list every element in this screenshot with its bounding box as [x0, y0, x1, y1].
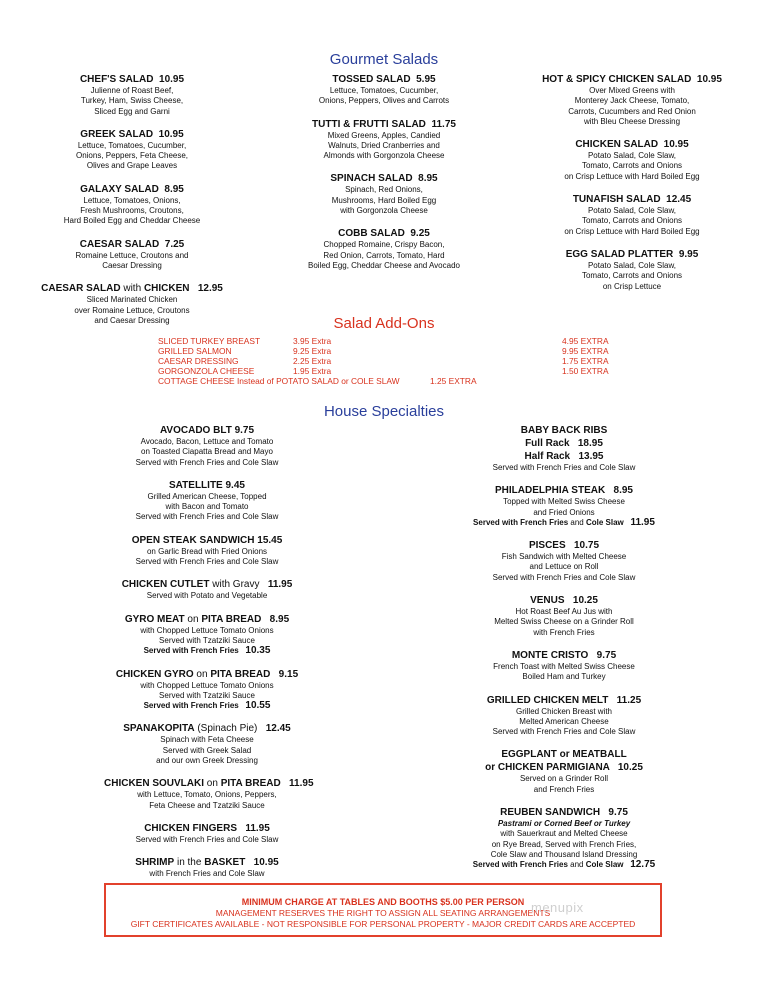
menu-item-cobb-salad	[286, 227, 482, 271]
served-label: Served with French Fries	[143, 646, 239, 656]
item-desc: Boiled Ham and Turkey	[522, 672, 606, 682]
item-desc: Grilled Chicken Breast with	[515, 706, 613, 716]
item-desc: Avocado, Bacon, Lettuce and Tomato	[140, 437, 274, 446]
item-desc: Potato Salad, Cole Slaw,	[587, 206, 677, 216]
item-served	[462, 518, 666, 528]
item-desc: with Lettuce, Tomato, Onions, Peppers,	[137, 790, 277, 800]
item-name: TUTTI & FRUTTI SALAD	[312, 118, 426, 130]
item-desc: Served with Tzatziki Sauce	[159, 690, 255, 700]
item-name-end: CHICKEN	[143, 283, 190, 295]
item-desc: with Bleu Cheese Dressing	[583, 116, 681, 126]
addon-name: GORGONZOLA CHEESE	[158, 366, 255, 376]
item-name-mid: with Gravy	[209, 579, 260, 591]
item-name-mid: on	[193, 668, 211, 680]
item-desc: Mushrooms, Hard Boiled Egg	[331, 195, 437, 205]
addon-price: 1.25 EXTRA	[430, 376, 477, 386]
item-title: REUBEN SANDWICH 9.75	[500, 807, 628, 819]
item-desc: Turkey, Ham, Swiss Cheese,	[80, 96, 184, 106]
item-name: TUNAFISH SALAD	[572, 194, 661, 206]
menu-item-baby-back-ribs	[462, 424, 666, 473]
menu-item-tutti-frutti-salad	[286, 118, 482, 162]
item-desc: Sliced Marinated Chicken	[86, 295, 178, 305]
item-desc: Tomato, Carrots and Onions	[581, 271, 683, 281]
item-price: 8.95	[418, 173, 438, 185]
addon-row	[158, 356, 239, 366]
item-desc: Served with French Fries and Cole Slaw	[492, 463, 636, 472]
item-name-mid: on	[204, 778, 221, 790]
item-desc: and our own Greek Dressing	[156, 756, 258, 766]
item-desc: Julienne of Roast Beef,	[90, 86, 174, 95]
menu-item-gyro-meat	[104, 613, 310, 657]
item-desc: Served with French Fries and Cole Slaw	[492, 572, 636, 582]
item-desc: Onions, Peppers, Olives and Carrots	[318, 96, 450, 106]
item-price: 5.95	[416, 74, 436, 85]
item-desc: Lettuce, Tomatoes, Cucumber,	[77, 140, 187, 150]
item-desc: and French Fries	[533, 784, 595, 794]
item-desc: Olives and Grape Leaves	[86, 161, 178, 171]
addon-price: 1.75 EXTRA	[562, 356, 609, 366]
item-desc: Lettuce, Tomatoes, Cucumber,	[329, 86, 439, 95]
item-price: 10.95	[696, 74, 722, 85]
item-desc: and Caesar Dressing	[94, 315, 170, 325]
item-title: PISCES 10.75	[528, 540, 600, 552]
item-price: 12.95	[197, 283, 223, 295]
menu-item-chicken-gyro	[104, 668, 310, 712]
item-desc: Served with French Fries and Cole Slaw	[135, 512, 279, 522]
item-desc: with Gorgonzola Cheese	[340, 206, 428, 216]
item-desc: Over Mixed Greens with	[589, 86, 675, 95]
item-desc: Potato Salad, Cole Slaw,	[587, 260, 677, 270]
item-price: 11.75	[431, 118, 456, 130]
item-served	[104, 646, 310, 656]
item-desc: Melted Swiss Cheese on a Grinder Roll	[494, 617, 634, 627]
item-desc: Carrots, Cucumbers and Red Onion	[568, 106, 696, 116]
item-name: GYRO MEAT	[124, 613, 185, 625]
salads-column-2	[286, 73, 482, 271]
item-desc: Sliced Egg and Garni	[94, 106, 170, 116]
item-name-mid: on	[184, 613, 202, 625]
item-name: HOT & SPICY CHICKEN SALAD	[542, 74, 692, 85]
menu-item-shrimp-basket	[104, 856, 310, 879]
addon-name: SLICED TURKEY BREAST	[158, 336, 261, 346]
item-served	[104, 701, 310, 711]
addon-price: 9.95 EXTRA	[562, 346, 609, 356]
item-desc: on Crisp Lettuce with Hard Boiled Egg	[564, 226, 700, 236]
addon-row	[158, 346, 232, 356]
served-label-end: Cole Slaw	[585, 517, 624, 527]
salads-column-1	[40, 73, 224, 326]
item-desc: on Crisp Lettuce with Hard Boiled Egg	[564, 171, 700, 181]
item-desc: Boiled Egg, Cheddar Cheese and Avocado	[308, 260, 460, 270]
menu-item-chicken-souvlaki	[104, 777, 314, 811]
item-desc: on Rye Bread, Served with French Fries,	[491, 839, 637, 849]
item-name-end: PITA BREAD 11.95	[220, 778, 314, 790]
item-desc: Fish Sandwich with Melted Cheese	[501, 552, 627, 562]
item-desc: with Chopped Lettuce Tomato Onions	[140, 625, 274, 635]
menu-item-chefs-salad	[40, 73, 224, 117]
addon-price: 9.25 Extra	[293, 346, 332, 356]
notice-minimum-charge: MINIMUM CHARGE AT TABLES AND BOOTHS $5.00 PER PERSON	[241, 897, 525, 907]
item-price: 9.95	[678, 248, 699, 260]
salads-column-3	[534, 73, 730, 292]
addon-price: 2.25 Extra	[293, 356, 332, 366]
addon-price: 3.95 Extra	[293, 336, 332, 346]
item-title: GRILLED CHICKEN MELT 11.25	[486, 694, 642, 706]
addon-cottage-cheese: COTTAGE CHEESE Instead of POTATO SALAD or COLE SLAW	[158, 376, 400, 386]
menu-item-monte-cristo	[462, 649, 666, 683]
menu-item-caesar-salad	[40, 238, 224, 272]
addon-name: GRILLED SALMON	[158, 346, 232, 356]
item-desc: on Crisp Lettuce	[602, 281, 662, 291]
item-desc: Served on a Grinder Roll	[519, 774, 609, 784]
served-price: 12.75	[630, 859, 656, 871]
item-desc: Served with Greek Salad	[162, 745, 252, 755]
addon-price: 1.50 EXTRA	[562, 366, 609, 376]
menu-item-avocado-blt	[104, 424, 310, 468]
item-price: 11.95	[259, 579, 293, 591]
item-desc: Grilled American Cheese, Topped	[147, 491, 267, 501]
item-title: Half Rack 13.95	[524, 451, 604, 462]
notice-seating: MANAGEMENT RESERVES THE RIGHT TO ASSIGN ALL SEATING ARRANGEMENTS	[215, 908, 551, 918]
menu-item-venus	[462, 594, 666, 638]
item-name: GREEK SALAD	[80, 128, 154, 140]
item-desc: with Chopped Lettuce Tomato Onions	[140, 680, 274, 690]
item-desc: Chopped Romaine, Crispy Bacon,	[323, 240, 445, 250]
item-desc: Fresh Mushrooms, Croutons,	[80, 206, 184, 216]
item-desc: Served with French Fries and Cole Slaw	[135, 457, 279, 467]
menu-item-chicken-fingers	[104, 822, 310, 845]
specialties-left-column	[104, 424, 314, 880]
item-desc: Monterey Jack Cheese, Tomato,	[574, 96, 690, 106]
item-desc: Tomato, Carrots and Onions	[581, 161, 683, 171]
item-name-connector: with	[123, 283, 142, 295]
item-price: 7.25	[164, 238, 185, 250]
menu-item-philadelphia-steak	[462, 484, 666, 528]
served-label: Served with French Fries	[143, 701, 239, 711]
item-title: BABY BACK RIBS	[520, 425, 608, 436]
menu-item-hot-spicy-chicken-salad	[534, 73, 730, 127]
menu-item-open-steak-sandwich	[104, 534, 310, 568]
item-title: PHILADELPHIA STEAK 8.95	[495, 485, 633, 497]
item-title: SATELLITE 9.45	[169, 479, 245, 491]
menu-item-tossed-salad	[286, 73, 482, 107]
menu-item-chicken-cutlet	[104, 578, 310, 601]
item-desc: Caesar Dressing	[102, 260, 162, 270]
item-title: or CHICKEN PARMIGIANA 10.25	[485, 762, 643, 774]
item-desc: Cole Slaw and Thousand Island Dressing	[490, 849, 638, 859]
item-price: 8.95	[164, 183, 184, 195]
item-price: 10.95	[663, 139, 689, 151]
served-price: 11.95	[630, 516, 655, 528]
item-desc: over Romaine Lettuce, Croutons	[74, 305, 190, 315]
served-label: Served with French Fries	[472, 860, 568, 870]
menu-item-parmigiana	[462, 748, 666, 795]
notice-gift-certificates: GIFT CERTIFICATES AVAILABLE - NOT RESPONSIBLE FOR PERSONAL PROPERTY - MAJOR CREDIT CARDS ARE ACCEPTED	[130, 919, 636, 929]
item-desc: Served with French Fries and Cole Slaw	[492, 727, 636, 737]
item-desc: Romaine Lettuce, Croutons and	[75, 250, 189, 260]
item-desc: with Sauerkraut and Melted Cheese	[500, 829, 628, 839]
item-desc: Red Onion, Carrots, Tomato, Hard	[323, 250, 445, 260]
item-desc: Lettuce, Tomatoes, Onions,	[83, 195, 181, 205]
item-name: SPANAKOPITA	[123, 723, 195, 735]
item-desc-italic: Pastrami or Corned Beef or Turkey	[497, 819, 631, 829]
item-name-mid: (Spinach Pie)	[194, 723, 258, 735]
item-title: EGGPLANT or MEATBALL	[501, 749, 627, 761]
item-name: CHEF'S SALAD	[79, 74, 154, 85]
item-desc: Served with Potato and Vegetable	[146, 591, 268, 601]
item-desc: Hard Boiled Egg and Cheddar Cheese	[63, 216, 201, 226]
item-name: CAESAR SALAD	[41, 283, 121, 295]
menu-item-pisces	[462, 539, 666, 583]
menu-item-reuben-sandwich	[462, 806, 666, 870]
watermark-logo: menupix	[531, 900, 584, 915]
addon-row	[158, 336, 260, 346]
menu-item-chicken-salad	[534, 138, 730, 182]
served-connector: and	[568, 517, 586, 527]
item-name-end: PITA BREAD 9.15	[210, 668, 299, 680]
item-title: AVOCADO BLT 9.75	[159, 425, 255, 436]
menu-item-spanakopita	[104, 722, 310, 766]
item-desc: Hot Roast Beef Au Jus with	[515, 607, 613, 617]
addons-heading: Salad Add-Ons	[333, 315, 435, 332]
specialties-right-column	[462, 424, 666, 871]
item-name: CAESAR SALAD	[79, 238, 160, 250]
item-name-end: BASKET 10.95	[204, 857, 279, 869]
item-desc: with French Fries and Cole Slaw	[149, 869, 265, 879]
menu-item-egg-salad-platter	[534, 248, 730, 292]
item-title: CHICKEN FINGERS 11.95	[144, 822, 270, 834]
item-name: TOSSED SALAD	[332, 74, 411, 85]
menu-item-galaxy-salad	[40, 183, 224, 227]
item-name-end: PITA BREAD 8.95	[201, 613, 290, 625]
item-name: GALAXY SALAD	[80, 183, 159, 195]
item-name: CHICKEN CUTLET	[121, 579, 210, 591]
item-name: SPINACH SALAD	[330, 173, 413, 185]
item-price: 10.95	[158, 128, 184, 140]
item-desc: Served with French Fries and Cole Slaw	[135, 557, 279, 567]
item-price: 10.95	[159, 74, 185, 85]
item-desc: Served with French Fries and Cole Slaw	[135, 834, 279, 844]
addon-price: 1.95 Extra	[293, 366, 332, 376]
item-name: SHRIMP	[135, 857, 175, 869]
item-title: Full Rack 18.95	[525, 438, 603, 449]
item-name: COBB SALAD	[338, 228, 405, 240]
item-desc: Topped with Melted Swiss Cheese	[503, 497, 625, 507]
served-price: 10.55	[245, 700, 271, 712]
item-desc: Onions, Peppers, Feta Cheese,	[75, 151, 189, 161]
item-desc: French Toast with Melted Swiss Cheese	[493, 661, 635, 671]
menu-item-satellite	[104, 479, 310, 523]
item-desc: Spinach, Red Onions,	[345, 185, 423, 195]
addon-row	[158, 366, 254, 376]
menu-item-grilled-chicken-melt	[462, 694, 666, 738]
menu-item-spinach-salad	[286, 172, 482, 216]
item-desc: Served with Tzatziki Sauce	[159, 635, 255, 645]
item-desc: Almonds with Gorgonzola Cheese	[323, 151, 445, 161]
item-desc: and Fried Onions	[533, 507, 595, 517]
menu-item-tunafish-salad	[534, 193, 730, 237]
item-name: EGG SALAD PLATTER	[565, 248, 674, 260]
item-name: CHICKEN GYRO	[115, 668, 194, 680]
item-price: 9.25	[410, 228, 430, 240]
item-name: CHICKEN SOUVLAKI	[104, 778, 205, 790]
item-price: 12.45	[257, 723, 291, 735]
addon-name: CAESAR DRESSING	[158, 356, 239, 366]
item-desc: Mixed Greens, Apples, Candied	[327, 130, 441, 140]
item-desc: Spinach with Feta Cheese	[160, 735, 254, 745]
item-desc: Tomato, Carrots and Onions	[581, 216, 683, 226]
item-name-mid: in the	[174, 857, 205, 869]
item-served	[462, 860, 666, 870]
addon-price: 4.95 EXTRA	[562, 336, 609, 346]
item-desc: Potato Salad, Cole Slaw,	[587, 151, 677, 161]
item-desc: on Toasted Ciapatta Bread and Mayo	[141, 447, 273, 457]
served-connector: and	[567, 860, 586, 870]
item-desc: Feta Cheese and Tzatziki Sauce	[149, 800, 265, 810]
served-price: 10.35	[245, 645, 271, 657]
item-title: VENUS 10.25	[530, 595, 598, 607]
salads-heading: Gourmet Salads	[329, 51, 439, 68]
item-desc: on Garlic Bread with Fried Onions	[146, 546, 268, 556]
served-label: Served with French Fries	[473, 517, 569, 527]
item-desc: with Bacon and Tomato	[165, 502, 249, 512]
item-desc: with French Fries	[533, 627, 595, 637]
item-desc: and Lettuce on Roll	[529, 562, 599, 572]
item-name: CHICKEN SALAD	[575, 139, 659, 151]
item-title: OPEN STEAK SANDWICH 15.45	[131, 534, 283, 546]
item-title: MONTE CRISTO 9.75	[511, 649, 617, 661]
item-price: 12.45	[666, 194, 692, 206]
served-label-end: Cole Slaw	[585, 860, 624, 870]
menu-item-greek-salad	[40, 128, 224, 172]
item-desc: Melted American Cheese	[519, 716, 609, 726]
item-desc: Walnuts, Dried Cranberries and	[328, 140, 440, 150]
specialties-heading: House Specialties	[323, 403, 445, 420]
